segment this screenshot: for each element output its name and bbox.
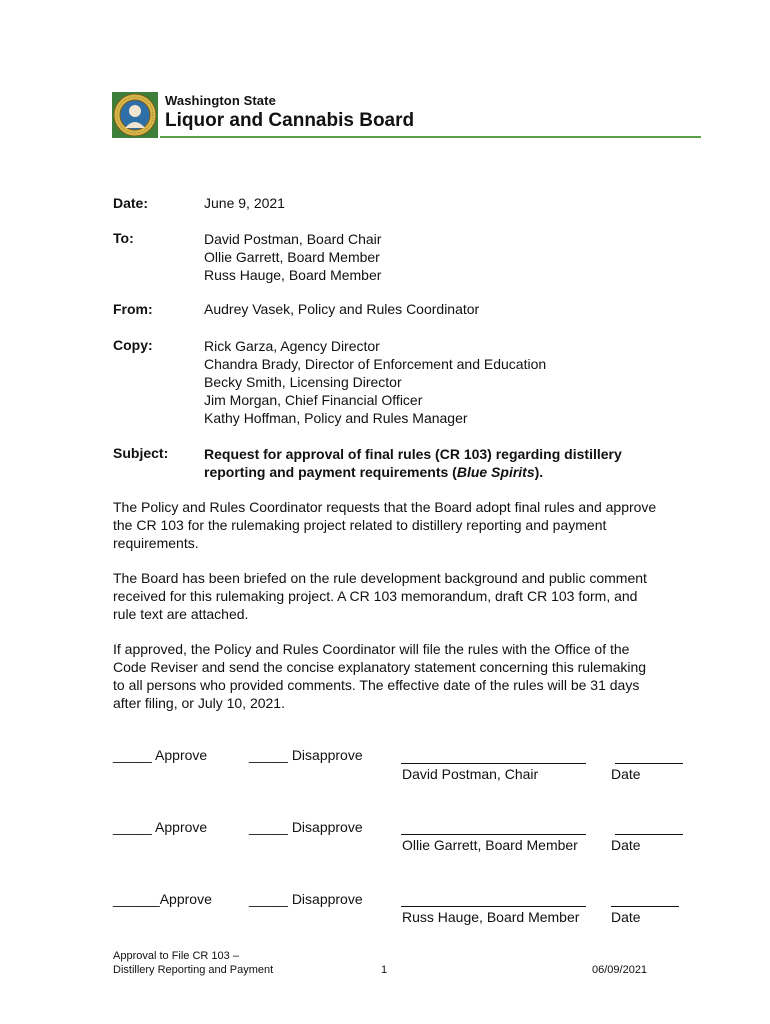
state-seal-logo: [112, 92, 158, 138]
copy-recipient: Chandra Brady, Director of Enforcement and Education: [204, 356, 547, 372]
signer-name: Ollie Garrett, Board Member: [402, 837, 578, 853]
disapprove-option[interactable]: _____ Disapprove: [249, 891, 363, 907]
to-recipients: [204, 230, 381, 284]
copy-recipients: [204, 337, 546, 427]
copy-recipient: Jim Morgan, Chief Financial Officer: [204, 392, 423, 408]
paragraph-line: rule text are attached.: [113, 606, 249, 622]
date-label: Date: [611, 837, 641, 853]
signature-line[interactable]: [401, 906, 586, 907]
copy-recipient: Kathy Hoffman, Policy and Rules Manager: [204, 410, 468, 426]
paragraph-line: The Policy and Rules Coordinator requests that the Board adopt final rules and approve: [113, 499, 657, 515]
date-label: Date: [611, 766, 641, 782]
org-name-line1: Washington State: [165, 93, 276, 108]
approve-option[interactable]: _____ Approve: [113, 819, 208, 835]
seal-icon: [112, 92, 158, 138]
approve-option[interactable]: _____ Approve: [113, 747, 208, 763]
memo-subject: [204, 445, 622, 481]
signature-line[interactable]: [401, 834, 586, 835]
paragraph-line: requirements.: [113, 535, 199, 551]
paragraph-2: [113, 569, 713, 623]
subject-text: reporting and payment requirements (: [204, 464, 457, 480]
subject-text: ).: [534, 464, 544, 480]
subject-emphasis: Blue Spirits: [456, 464, 535, 480]
subject-line: Request for approval of final rules (CR 103) regarding distillery: [204, 446, 622, 462]
date-line[interactable]: [611, 906, 679, 907]
to-label: To:: [113, 230, 134, 246]
paragraph-line: the CR 103 for the rulemaking project related to distillery reporting and payment: [113, 517, 607, 533]
copy-label: Copy:: [113, 337, 153, 353]
signer-name: Russ Hauge, Board Member: [402, 909, 580, 925]
signer-name: David Postman, Chair: [402, 766, 539, 782]
recipient: Russ Hauge, Board Member: [204, 267, 382, 283]
disapprove-option[interactable]: _____ Disapprove: [249, 747, 363, 763]
recipient: Ollie Garrett, Board Member: [204, 249, 380, 265]
memo-from: Audrey Vasek, Policy and Rules Coordinator: [204, 301, 480, 317]
copy-recipient: Becky Smith, Licensing Director: [204, 374, 402, 390]
from-label: From:: [113, 301, 153, 317]
footer-title-line2: Distillery Reporting and Payment: [113, 964, 274, 976]
date-line[interactable]: [615, 763, 683, 764]
paragraph-3: [113, 640, 713, 712]
date-label: Date:: [113, 195, 149, 211]
org-name-line2: Liquor and Cannabis Board: [165, 110, 415, 131]
disapprove-option[interactable]: _____ Disapprove: [249, 819, 363, 835]
page-number: 1: [381, 964, 388, 976]
subject-line: [204, 463, 622, 481]
paragraph-line: If approved, the Policy and Rules Coordinator will file the rules with the Office of the: [113, 641, 630, 657]
paragraph-line: after filing, or July 10, 2021.: [113, 695, 285, 711]
paragraph-line: Code Reviser and send the concise explanatory statement concerning this rulemaking: [113, 659, 647, 675]
memo-date: June 9, 2021: [204, 195, 285, 211]
recipient: David Postman, Board Chair: [204, 231, 382, 247]
header-rule: [160, 136, 701, 138]
footer-title-line1: Approval to File CR 103 –: [113, 950, 239, 962]
paragraph-line: to all persons who provided comments. The effective date of the rules will be 31 days: [113, 677, 640, 693]
paragraph-line: The Board has been briefed on the rule development background and public comment: [113, 570, 647, 586]
copy-recipient: Rick Garza, Agency Director: [204, 338, 380, 354]
footer-date: 06/09/2021: [592, 964, 648, 976]
approve-option[interactable]: ______Approve: [113, 891, 212, 907]
paragraph-line: received for this rulemaking project. A CR 103 memorandum, draft CR 103 form, and: [113, 588, 638, 604]
paragraph-1: [113, 498, 713, 552]
signature-line[interactable]: [401, 763, 586, 764]
date-line[interactable]: [615, 834, 683, 835]
date-label: Date: [611, 909, 641, 925]
subject-label: Subject:: [113, 445, 169, 461]
